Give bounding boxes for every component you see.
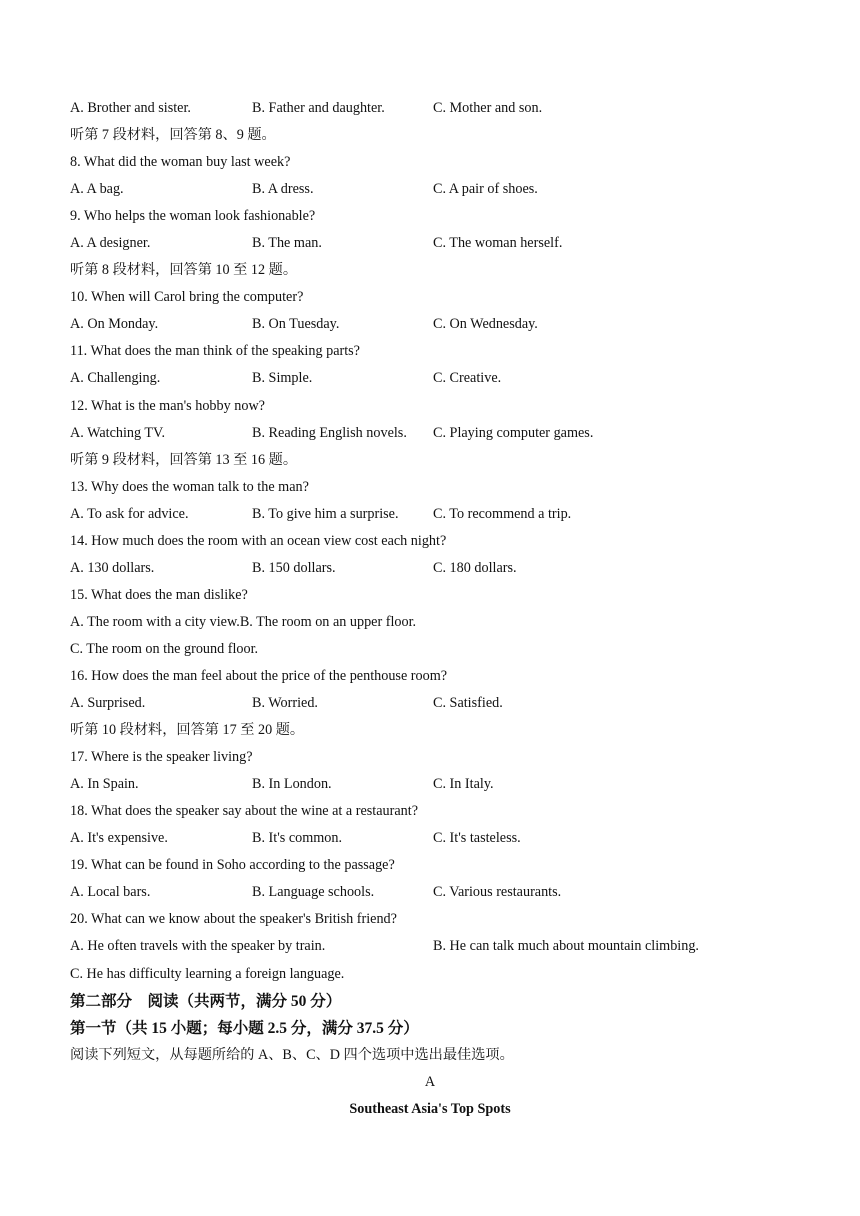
option-row xyxy=(70,825,790,852)
text-line xyxy=(70,852,790,879)
text-line xyxy=(70,257,790,284)
answer-option: B. He can talk much about mountain climbing. xyxy=(433,938,699,955)
line-text: 11. What does the man think of the speaking parts? xyxy=(70,343,360,360)
answer-option: B. The man. xyxy=(252,235,322,252)
answer-option: B. Language schools. xyxy=(252,884,375,901)
answer-option: C. On Wednesday. xyxy=(433,316,538,333)
text-line xyxy=(70,961,790,988)
answer-option: C. The woman herself. xyxy=(433,235,563,252)
answer-option: C. 180 dollars. xyxy=(433,559,517,576)
line-text: 14. How much does the room with an ocean view cost each night? xyxy=(70,532,447,549)
answer-option: C. It's tasteless. xyxy=(433,830,521,847)
option-row xyxy=(70,690,790,717)
answer-option: B. In London. xyxy=(252,776,332,793)
text-line xyxy=(70,393,790,420)
answer-option: B. 150 dollars. xyxy=(252,559,336,576)
answer-option: A. A bag. xyxy=(70,181,124,198)
text-line xyxy=(70,609,790,636)
section-heading xyxy=(70,1015,790,1042)
text-line xyxy=(70,717,790,744)
line-text: 18. What does the speaker say about the wine at a restaurant? xyxy=(70,803,418,820)
option-row xyxy=(70,879,790,906)
section-heading xyxy=(70,988,790,1015)
line-text: 阅读下列短文，从每题所给的 A、B、C、D 四个选项中选出最佳选项。 xyxy=(70,1046,514,1063)
text-line xyxy=(70,149,790,176)
text-line xyxy=(70,744,790,771)
answer-option: A. Brother and sister. xyxy=(70,100,191,116)
answer-option: B. To give him a surprise. xyxy=(252,505,399,522)
answer-option: B. On Tuesday. xyxy=(252,316,340,333)
line-text: 12. What is the man's hobby now? xyxy=(70,397,265,414)
answer-option: A. To ask for advice. xyxy=(70,505,189,522)
answer-option: C. In Italy. xyxy=(433,776,494,793)
answer-option: A. Surprised. xyxy=(70,695,146,712)
option-row xyxy=(70,420,790,447)
answer-option: A. Challenging. xyxy=(70,370,161,387)
line-text: 15. What does the man dislike? xyxy=(70,586,248,603)
text-line xyxy=(70,1042,790,1069)
answer-option: C. To recommend a trip. xyxy=(433,505,572,522)
answer-option: C. A pair of shoes. xyxy=(433,181,538,198)
text-line xyxy=(70,284,790,311)
line-text: 9. Who helps the woman look fashionable? xyxy=(70,208,316,225)
line-text: 8. What did the woman buy last week? xyxy=(70,154,291,171)
line-text: 19. What can be found in Soho according to the passage? xyxy=(70,857,395,874)
exam-page xyxy=(70,95,790,1123)
option-row xyxy=(70,933,790,960)
answer-option: A. Watching TV. xyxy=(70,424,166,441)
text-line xyxy=(70,528,790,555)
passage-title-text: Southeast Asia's Top Spots xyxy=(349,1100,511,1117)
text-line xyxy=(70,582,790,609)
answer-option: B. Reading English novels. xyxy=(252,424,407,441)
answer-option: A. Local bars. xyxy=(70,884,151,901)
line-text: 听第 8 段材料，回答第 10 至 12 题。 xyxy=(70,262,298,279)
passage-title xyxy=(70,1096,790,1123)
option-row xyxy=(70,501,790,528)
line-text: 听第 10 段材料，回答第 17 至 20 题。 xyxy=(70,722,305,739)
text-line xyxy=(70,447,790,474)
answer-option: C. Various restaurants. xyxy=(433,884,562,901)
passage-letter-text: A xyxy=(424,1073,436,1090)
passage-letter xyxy=(70,1069,790,1096)
option-row xyxy=(70,311,790,338)
section-heading-text: 第一节（共 15 小题；每小题 2.5 分，满分 37.5 分） xyxy=(70,1019,419,1037)
option-row xyxy=(70,95,790,122)
answer-option: B. Simple. xyxy=(252,370,313,387)
text-line xyxy=(70,338,790,365)
option-row xyxy=(70,176,790,203)
text-line xyxy=(70,663,790,690)
line-text: 听第 9 段材料，回答第 13 至 16 题。 xyxy=(70,451,298,468)
line-text: 16. How does the man feel about the price of the penthouse room? xyxy=(70,667,448,684)
answer-option: C. Satisfied. xyxy=(433,695,503,712)
option-row xyxy=(70,230,790,257)
option-row xyxy=(70,555,790,582)
answer-option: A. In Spain. xyxy=(70,776,139,793)
line-text: C. He has difficulty learning a foreign language. xyxy=(70,965,345,982)
answer-option: C. Playing computer games. xyxy=(433,424,594,441)
answer-option: A. He often travels with the speaker by train. xyxy=(70,938,326,955)
option-row xyxy=(70,365,790,392)
answer-option: B. Worried. xyxy=(252,695,318,712)
answer-option: A. On Monday. xyxy=(70,316,159,333)
answer-option: A. A designer. xyxy=(70,235,151,252)
option-row xyxy=(70,771,790,798)
line-text: 听第 7 段材料，回答第 8、9 题。 xyxy=(70,127,276,144)
answer-option: A. It's expensive. xyxy=(70,830,168,847)
text-line xyxy=(70,906,790,933)
line-text: 10. When will Carol bring the computer? xyxy=(70,289,304,306)
line-text: 17. Where is the speaker living? xyxy=(70,749,253,766)
text-line xyxy=(70,798,790,825)
text-line xyxy=(70,122,790,149)
line-text: 13. Why does the woman talk to the man? xyxy=(70,478,309,495)
line-text: C. The room on the ground floor. xyxy=(70,640,259,657)
answer-option: B. It's common. xyxy=(252,830,343,847)
text-line xyxy=(70,474,790,501)
answer-option: B. A dress. xyxy=(252,181,314,198)
section-heading-text: 第二部分 阅读（共两节，满分 50 分） xyxy=(70,992,342,1010)
line-text: A. The room with a city view.B. The room on an upper floor. xyxy=(70,613,417,630)
answer-option: C. Mother and son. xyxy=(433,100,543,116)
answer-option: C. Creative. xyxy=(433,370,502,387)
text-line xyxy=(70,203,790,230)
text-line xyxy=(70,636,790,663)
line-text: 20. What can we know about the speaker's British friend? xyxy=(70,911,397,928)
answer-option: B. Father and daughter. xyxy=(252,100,385,116)
answer-option: A. 130 dollars. xyxy=(70,559,155,576)
